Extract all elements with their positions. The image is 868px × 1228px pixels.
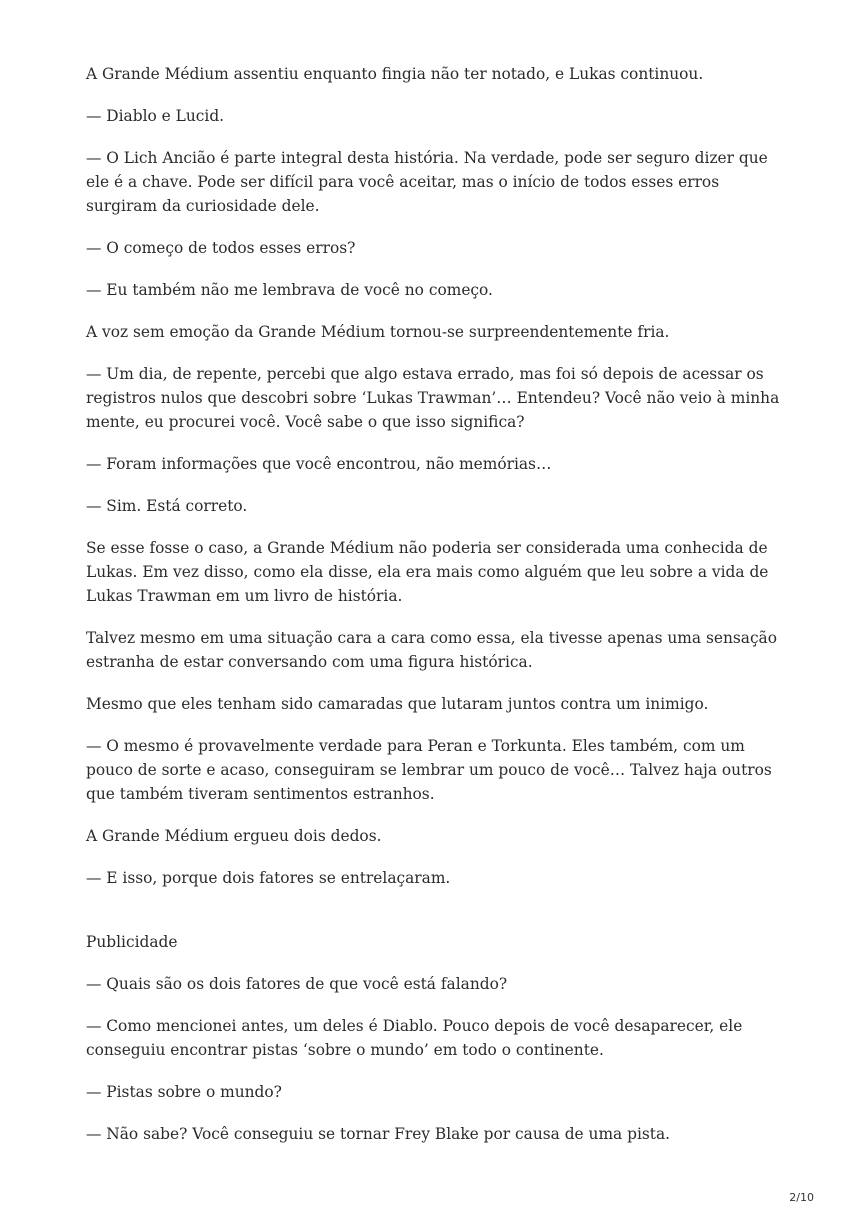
paragraph: — O Lich Ancião é parte integral desta história. Na verdade, pode ser seguro dizer que ele é a chave. Pode ser difícil para você aceitar, mas o início de todos esses erros surgiram da curiosidade dele. (86, 149, 768, 215)
paragraph: — O começo de todos esses erros? (86, 239, 356, 257)
paragraph: — Foram informações que você encontrou, não memórias… (86, 455, 552, 473)
paragraph: — O mesmo é provavelmente verdade para Peran e Torkunta. Eles também, com um pouco de sorte e acaso, conseguiram se lembrar um pouco de você… Talvez haja outros que também tiveram sentimentos estranhos. (86, 737, 772, 803)
paragraph: — Quais são os dois fatores de que você está falando? (86, 975, 508, 993)
paragraph: — Sim. Está correto. (86, 497, 248, 515)
paragraph: Se esse fosse o caso, a Grande Médium não poderia ser considerada uma conhecida de Lukas. Em vez disso, como ela disse, ela era mais como alguém que leu sobre a vida de Lukas Trawman em um livro de história. (86, 539, 769, 605)
page-number: 2/10 (789, 1191, 814, 1204)
paragraph: A voz sem emoção da Grande Médium tornou-se surpreendentemente fria. (86, 323, 670, 341)
paragraph: A Grande Médium ergueu dois dedos. (86, 827, 382, 845)
document-body (86, 62, 786, 1164)
paragraph: — Pistas sobre o mundo? (86, 1083, 282, 1101)
paragraph: Mesmo que eles tenham sido camaradas que lutaram juntos contra um inimigo. (86, 695, 709, 713)
paragraph: — E isso, porque dois fatores se entrelaçaram. (86, 869, 451, 887)
paragraph: — Não sabe? Você conseguiu se tornar Frey Blake por causa de uma pista. (86, 1125, 671, 1143)
paragraph: A Grande Médium assentiu enquanto fingia não ter notado, e Lukas continuou. (86, 65, 704, 83)
advertisement-label: Publicidade (86, 933, 178, 951)
paragraph: — Um dia, de repente, percebi que algo estava errado, mas foi só depois de acessar os registros nulos que descobri sobre ‘Lukas Trawman’… Entendeu? Você não veio à minha mente, eu procurei você. Você sabe o que isso significa? (86, 365, 780, 431)
paragraph: — Como mencionei antes, um deles é Diablo. Pouco depois de você desaparecer, ele conseguiu encontrar pistas ‘sobre o mundo’ em todo o continente. (86, 1017, 743, 1059)
paragraph: Talvez mesmo em uma situação cara a cara como essa, ela tivesse apenas uma sensação estranha de estar conversando com uma figura histórica. (86, 629, 777, 671)
paragraph: — Diablo e Lucid. (86, 107, 225, 125)
paragraph: — Eu também não me lembrava de você no começo. (86, 281, 493, 299)
